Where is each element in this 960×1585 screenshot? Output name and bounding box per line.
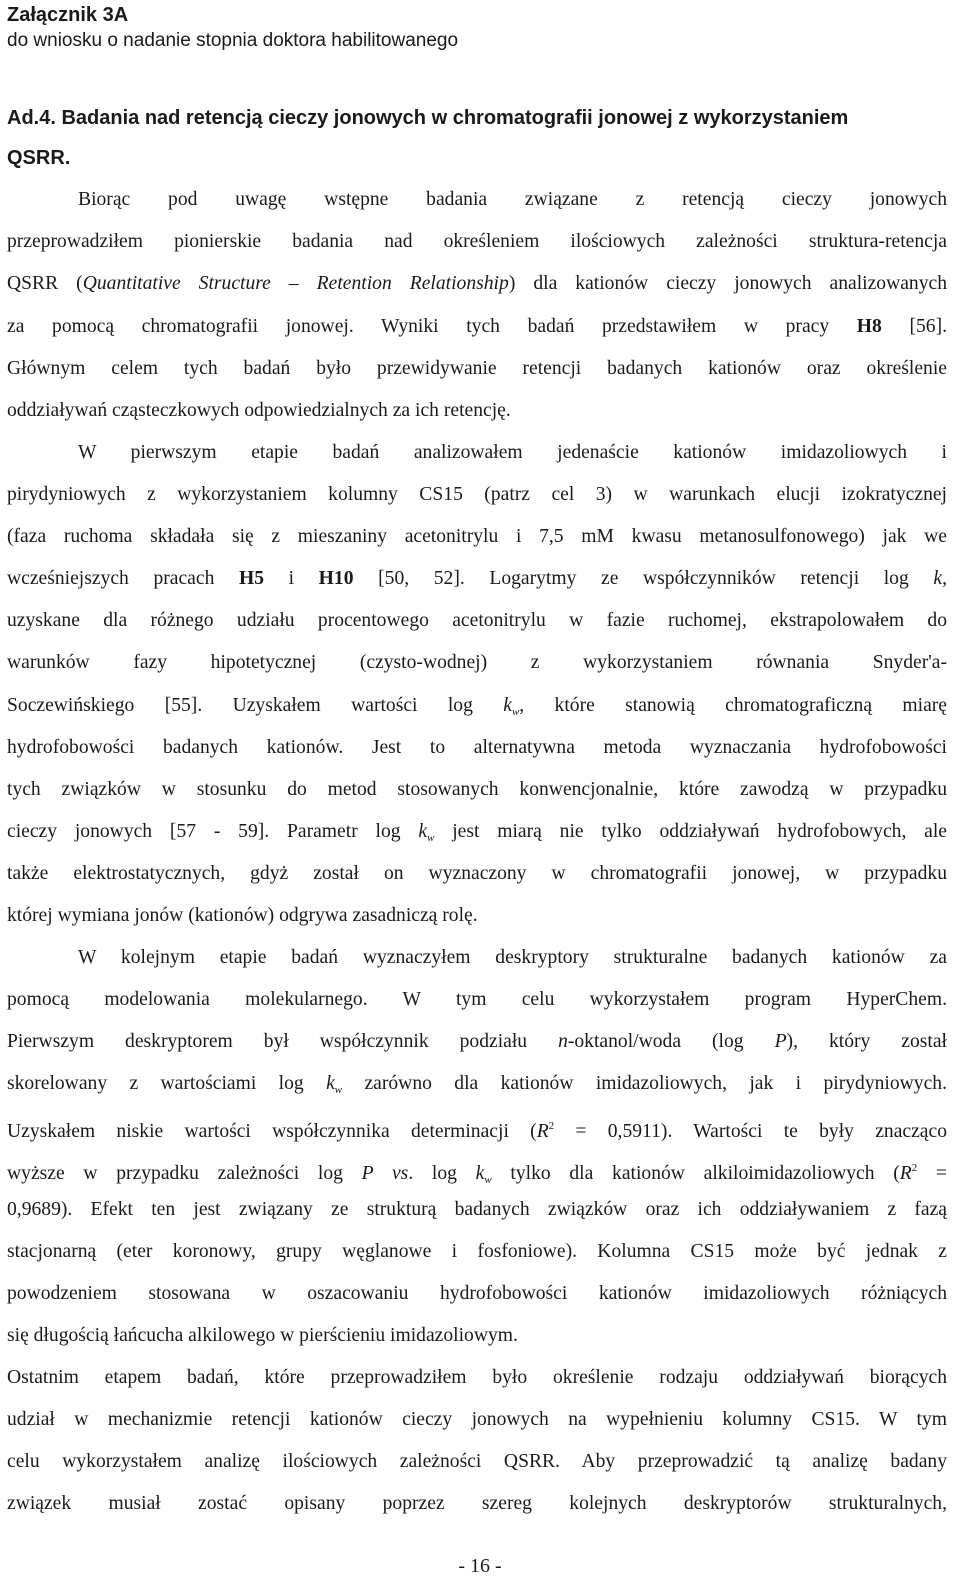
p3-line-1: W kolejnym etapie badań wyznaczyłem deskryptory strukturalne badanych kationów za	[78, 947, 947, 968]
p1-line-1: Biorąc pod uwagę wstępne badania związane z retencją cieczy jonowych	[78, 189, 947, 210]
p3-line-3: Pierwszym deskryptorem był współczynnik podziału n-oktanol/woda (log P), który został	[7, 1031, 947, 1052]
p2-line-11: także elektrostatycznych, gdyż został on wyznaczony w chromatografii jonowej, w przypadku	[7, 863, 947, 884]
p3-line-7: 0,9689). Efekt ten jest związany ze strukturą badanych związków oraz ich oddziaływaniem z fazą	[7, 1199, 947, 1220]
p2-line-8: hydrofobowości badanych kationów. Jest to alternatywna metoda wyznaczania hydrofobowości	[7, 737, 947, 758]
p4-line-1: Ostatnim etapem badań, które przeprowadziłem było określenie rodzaju oddziaływań biorących	[7, 1367, 947, 1388]
p2-line-12: której wymiana jonów (kationów) odgrywa zasadniczą rolę.	[7, 905, 478, 926]
p1-line-6: oddziaływań cząsteczkowych odpowiedzialnych za ich retencję.	[7, 400, 511, 421]
p1-line-4: za pomocą chromatografii jonowej. Wyniki tych badań przedstawiłem w pracy H8 [56].	[7, 316, 947, 337]
p4-line-3: celu wykorzystałem analizę ilościowych zależności QSRR. Aby przeprowadzić tą analizę badany	[7, 1451, 947, 1472]
page-number: - 16 -	[458, 1555, 502, 1577]
section-heading	[7, 98, 947, 178]
p2-line-7: Soczewińskiego [55]. Uzyskałem wartości $\log k_w$, które stanowią chromatograficzną miarę	[7, 695, 947, 718]
p1-line-5: Głównym celem tych badań było przewidywanie retencji badanych kationów oraz określenie	[7, 358, 947, 379]
p2-line-10: cieczy jonowych [57 - 59]. Parametr $\log k_w$ jest miarą nie tylko oddziaływań hydrofobowych, ale	[7, 821, 948, 844]
ref-h10: H10	[318, 568, 354, 589]
p3-line-5: Uzyskałem niskie wartości współczynnika determinacji $(R^2 = 0,5911)$. Wartości te były znacząco	[7, 1120, 947, 1142]
p3-line-8: stacjonarną (eter koronowy, grupy węglanowe i fosfoniowe). Kolumna CS15 może być jednak z	[7, 1241, 947, 1262]
p2-line-9: tych związków w stosunku do metod stosowanych konwencjonalnie, które zawodzą w przypadku	[7, 779, 947, 800]
ref-h8: H8	[856, 316, 882, 337]
attachment-title: Załącznik 3A	[7, 4, 129, 26]
p4-line-4: związek musiał zostać opisany poprzez szereg kolejnych deskryptorów strukturalnych,	[7, 1493, 947, 1514]
qsrr-expansion: Quantitative Structure – Retention Relationship	[82, 273, 509, 294]
p2-line-1: W pierwszym etapie badań analizowałem jedenaście kationów imidazoliowych i	[78, 442, 947, 463]
p3-line-9: powodzeniem stosowana w oszacowaniu hydrofobowości kationów imidazoliowych różniących	[7, 1283, 947, 1304]
p1-line-3: QSRR (Quantitative Structure – Retention Relationship) dla kationów cieczy jonowych analizowanych	[7, 273, 948, 294]
p4-line-2: udział w mechanizmie retencji kationów cieczy jonowych na wypełnieniu kolumny CS15. W tym	[7, 1409, 947, 1430]
p3-line-2: pomocą modelowania molekularnego. W tym celu wykorzystałem program HyperChem.	[7, 989, 947, 1010]
ref-h5: H5	[238, 568, 265, 589]
section-heading-line-2: QSRR.	[7, 147, 71, 169]
p2-line-4: wcześniejszych pracach H5 i H10 [50, 52]. Logarytmy ze współczynników retencji log k,	[7, 568, 947, 589]
p1-line-2: przeprowadziłem pionierskie badania nad określeniem ilościowych zależności struktura-retencja	[7, 231, 947, 252]
p2-line-3: (faza ruchoma składała się z mieszaniny acetonitrylu i 7,5 mM kwasu metanosulfonowego) jak we	[7, 526, 947, 547]
page-header	[7, 2, 458, 54]
p2-line-6: warunków fazy hipotetycznej (czysto-wodnej) z wykorzystaniem równania Snyder'a-	[7, 652, 947, 673]
attachment-subtitle: do wniosku o nadanie stopnia doktora habilitowanego	[7, 30, 459, 51]
p3-line-10: się długością łańcucha alkilowego w pierścieniu imidazoliowym.	[7, 1325, 518, 1346]
p3-line-6: wyższe w przypadku zależności log P vs. $\log k_w$ tylko dla kationów alkiloimidazoliowych ($R^2$ =	[7, 1162, 947, 1186]
p2-line-2: pirydyniowych z wykorzystaniem kolumny CS15 (patrz cel 3) w warunkach elucji izokratycznej	[7, 484, 947, 505]
p3-line-4: skorelowany z wartościami $\log k_w$ zarówno dla kationów imidazoliowych, jak i pirydyniowych.	[7, 1073, 947, 1096]
section-heading-line-1: Ad.4. Badania nad retencją cieczy jonowych w chromatografii jonowej z wykorzystaniem	[7, 107, 849, 129]
p2-line-5: uzyskane dla różnego udziału procentowego acetonitrylu w fazie ruchomej, ekstrapolowałem do	[7, 610, 947, 631]
